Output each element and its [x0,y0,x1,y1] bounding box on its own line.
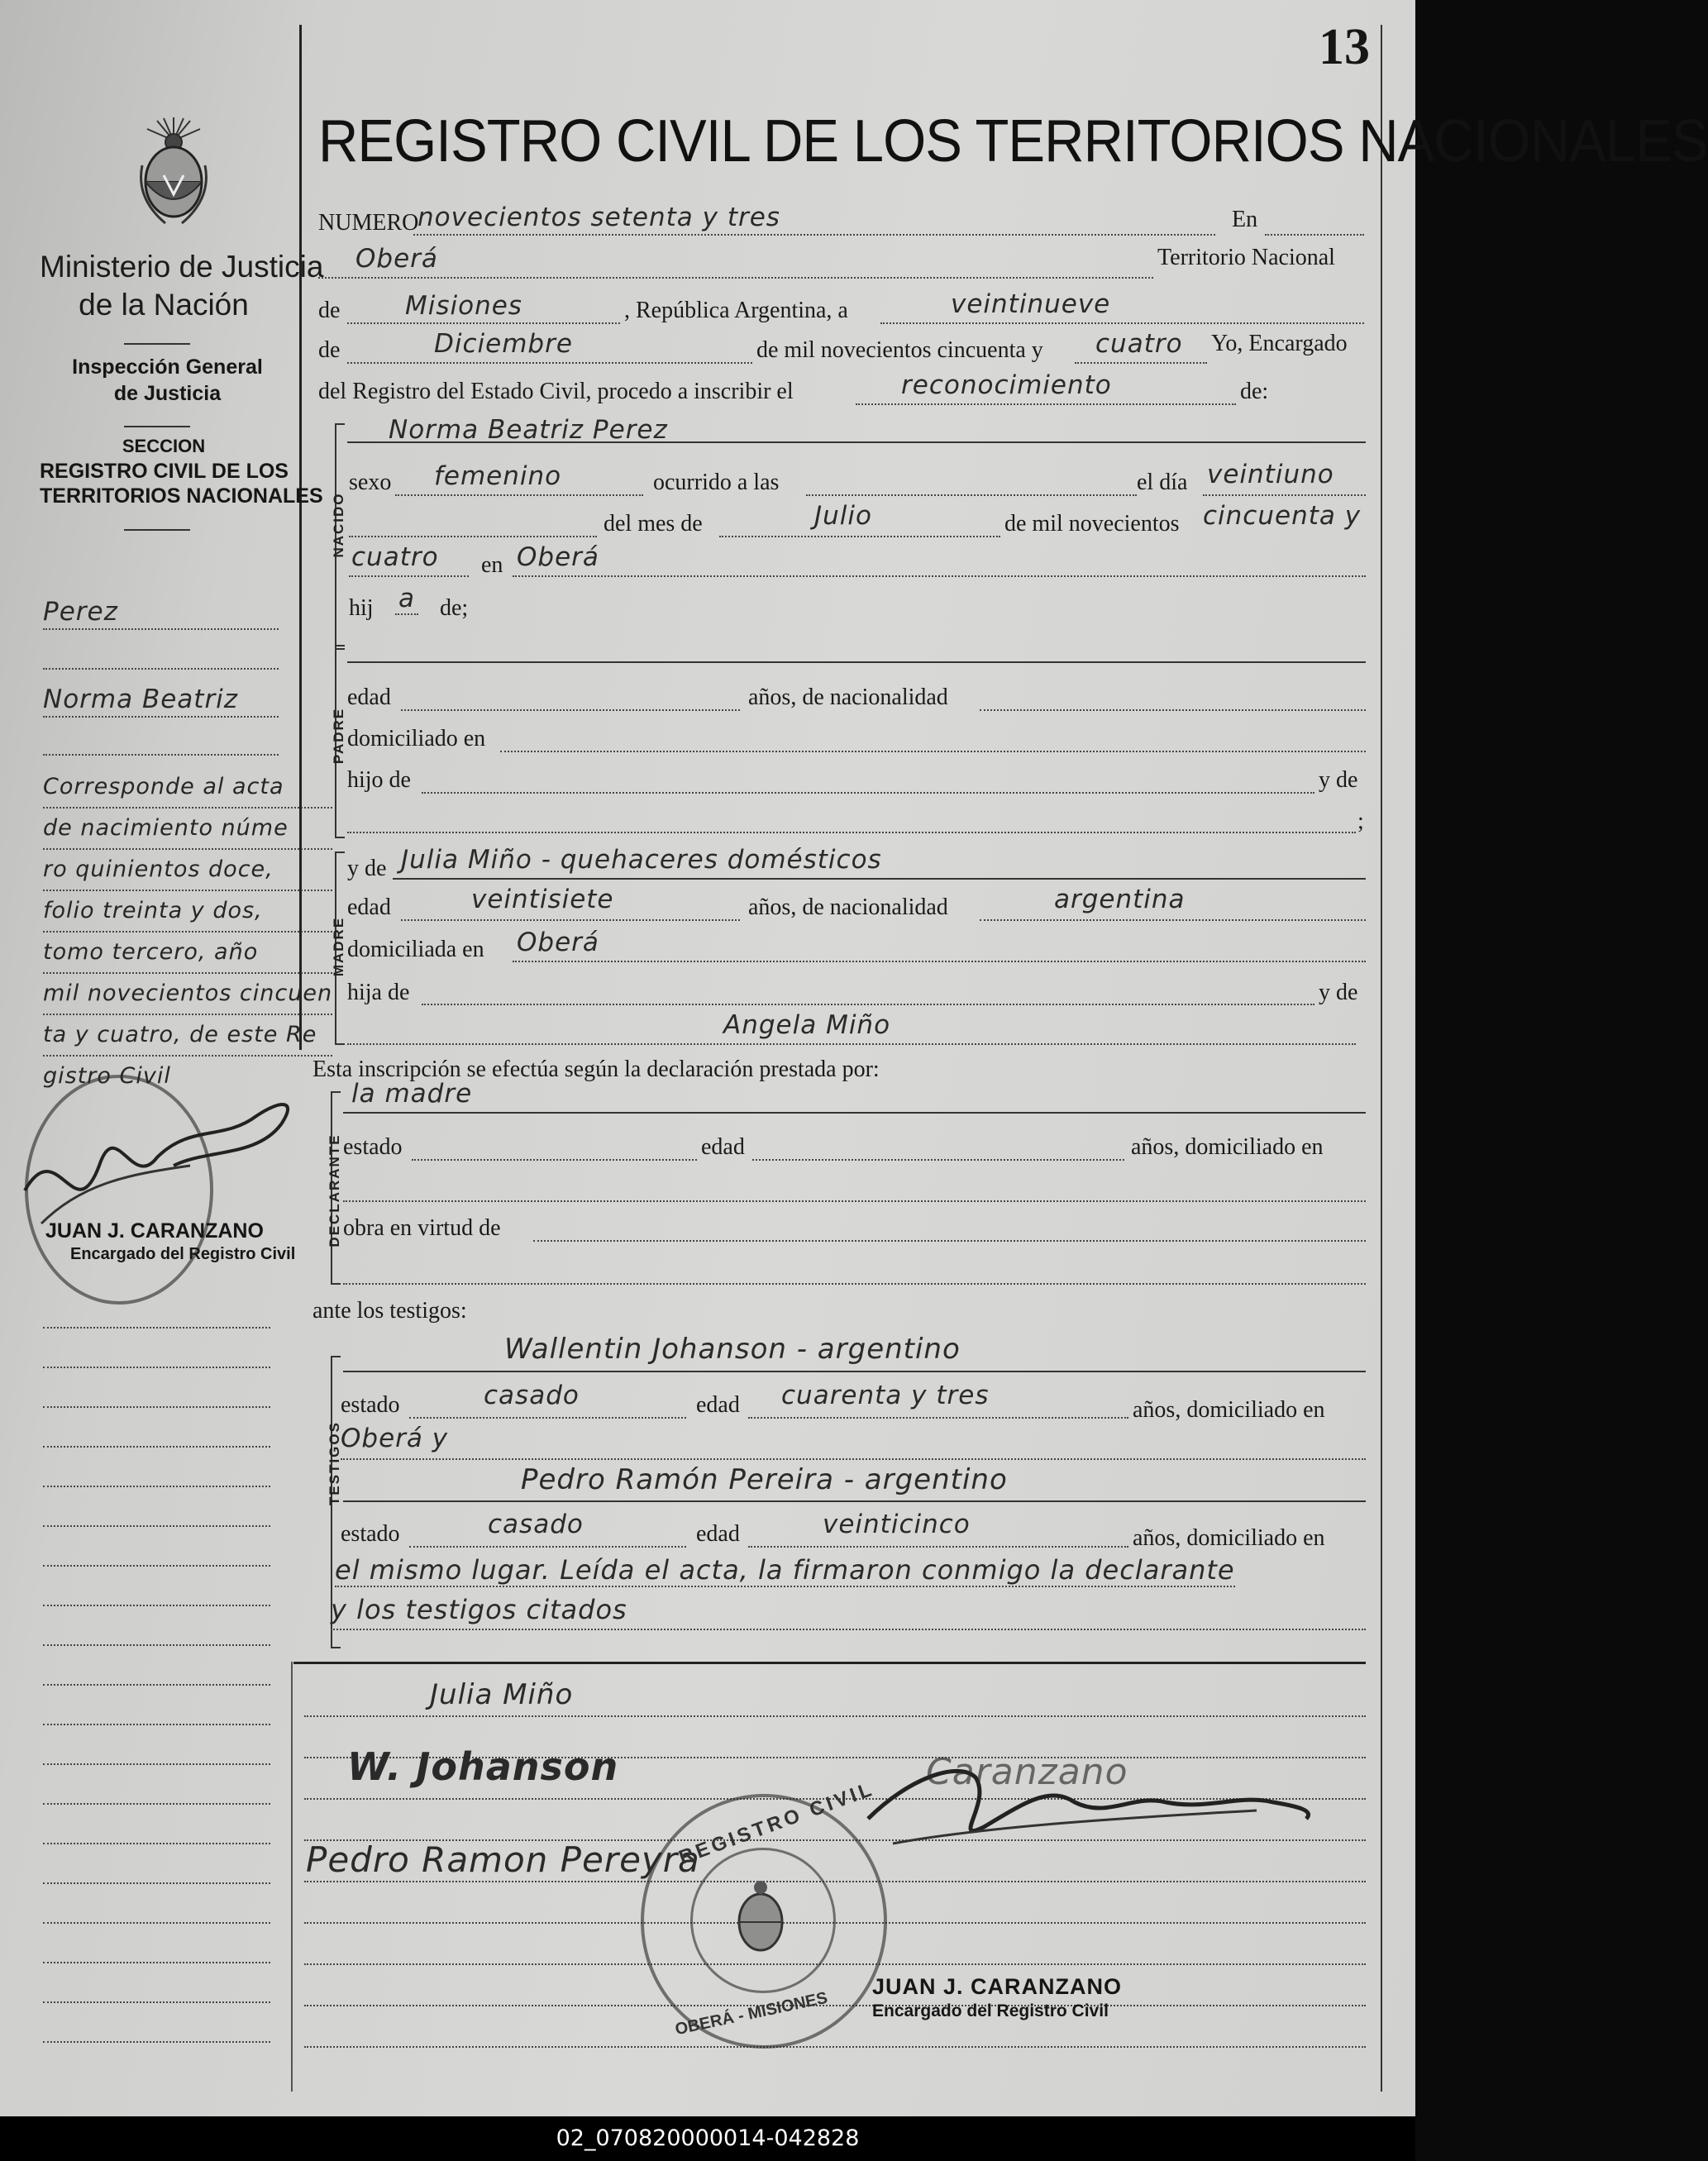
seal-bottom-text: OBERÁ - MISIONES [673,1988,829,2039]
sidebar-ruled-line [43,1922,270,1924]
en-label: En [1232,207,1258,232]
closing-line-2: y los testigos citados [331,1594,627,1625]
sidebar-rule-2 [124,426,190,427]
note-line: de nacimiento núme [43,809,332,850]
madre-y-de-label: y de [347,856,387,881]
declarante-value-line [343,1112,1366,1114]
section-line-2: REGISTRO CIVIL DE LOS [40,460,289,483]
sidebar-ruled-line [43,1763,270,1765]
ocurrido-label: ocurrido a las [653,470,780,495]
madre-hija-line [422,1004,1314,1005]
note-line: tomo tercero, año [43,933,332,974]
note-line: ro quinientos doce, [43,850,332,891]
sidebar-ruled-line [43,1882,270,1884]
sidebar-ruled-line [43,2001,270,2003]
sidebar-line [43,668,279,670]
act-line [856,403,1236,405]
madre-edad-label: edad [347,894,391,920]
en-line-2 [513,575,1366,577]
day-value: veintinueve [951,289,1111,319]
signature-ruled-line [304,2046,1366,2048]
madre-anios-label: años, de nacionalidad [748,894,948,920]
numero-line [413,234,1215,236]
madre-nacionalidad-value: argentina [1054,885,1186,914]
testigos-intro: ante los testigos: [312,1298,467,1324]
mes-line [719,536,1000,537]
edad1-value: cuarenta y tres [781,1381,990,1410]
sidebar-ruled-line [43,1367,270,1368]
sidebar-officer-name: JUAN J. CARANZANO [45,1219,264,1243]
witness1-line [343,1371,1366,1372]
declarante-edad-line [752,1159,1124,1161]
witness2-name: Pedro Ramón Pereira - argentino [521,1463,1008,1496]
hij-value: a [395,584,418,615]
inspection-line-1: Inspección General [72,355,263,379]
signature-separator [293,1662,1366,1664]
padre-yde-line [347,832,1356,833]
sidebar-officer-block [45,1219,295,1266]
month-line [347,362,752,364]
padre-nac-line [980,709,1366,711]
estado1-value: casado [484,1381,580,1410]
el-dia-line [1203,494,1366,496]
month-value: Diciembre [434,329,573,359]
ministry-line-2: de la Nación [79,288,249,322]
witness1-name: Wallentin Johanson - argentino [504,1333,961,1366]
sidebar-line [43,628,279,630]
sidebar-ruled-line [43,1406,270,1408]
estado1-label: estado [341,1392,400,1418]
madre-edad-line [401,919,740,921]
lower-divider [291,1662,293,2092]
de-label: de [318,298,341,323]
declarante-intro: Esta inscripción se efectúa según la declaración prestada por: [312,1057,880,1082]
madre-y-de2-label: y de [1319,980,1358,1005]
estado1-line [409,1417,686,1419]
edad2-line [748,1546,1128,1548]
padre-side-label: PADRE [331,707,346,765]
madre-nac-line [980,919,1366,921]
sidebar-ruled-line [43,1486,270,1487]
madre-mother-value: Angela Miño [723,1010,891,1040]
year2-line [349,575,469,577]
sidebar-ruled-line [43,1525,270,1527]
officer-signature-icon [860,1728,1323,1860]
padre-end-mark: ; [1357,809,1364,834]
ministry-line-1: Ministerio de Justicia [40,250,324,284]
sidebar-ruled-line [43,1446,270,1448]
line3-label: del Registro del Estado Civil, procedo a inscribir el [318,379,794,404]
closing-line-2-dots [331,1629,1366,1630]
mes-label: del mes de [604,511,703,537]
sidebar-rule [124,343,190,345]
edad2-label: edad [696,1521,740,1547]
hij-label: hij [349,595,374,621]
madre-name-value: Julia Miño - quehaceres domésticos [401,845,882,875]
place-line [318,277,1153,279]
edad1-line [748,1417,1128,1419]
signature-ruled-line [304,1715,1366,1717]
nacido-de-label: de; [440,595,469,621]
madre-domicilio-line [513,961,1366,962]
note-line: mil novecientos cincuen [43,974,332,1015]
seal-text: REGISTRO CIVIL [675,1777,878,1869]
padre-domicilio-label: domiciliado en [347,726,486,751]
nacido-year-value-2: cuatro [351,542,439,572]
nacido-year-label: de mil novecientos [1004,511,1180,537]
nacido-year-value-1: cincuenta y [1203,501,1362,531]
sidebar-ruled-line [43,1565,270,1567]
mes-value: Julio [814,501,872,531]
madre-domicilio-label: domiciliada en [347,937,484,962]
note-line: Corresponde al acta [43,767,332,809]
right-border [1381,25,1382,2092]
officer-title: Encargado del Registro Civil [872,2001,1109,2020]
numero-label: NUMERO [318,210,419,236]
witness2-line [343,1500,1366,1502]
nacido-place-value: Oberá [517,542,599,572]
note-line: gistro Civil [43,1063,171,1089]
section-heading [40,434,323,508]
place-value: Oberá [355,244,438,274]
note-line: ta y cuatro, de este Re [43,1015,332,1057]
section-line-1: SECCION [122,436,206,456]
sidebar-line [43,716,279,718]
note-line: folio treinta y dos, [43,891,332,933]
madre-hija-label: hija de [347,980,410,1005]
declarante-obra-line-2 [343,1283,1366,1285]
estado2-label: estado [341,1521,400,1547]
dom1-value: Oberá y [341,1424,449,1453]
sexo-value: femenino [434,461,562,491]
sidebar-ruled-line [43,1684,270,1686]
de2-label: de [318,337,341,363]
sidebar-line [43,754,279,756]
declarante-value: la madre [351,1079,473,1109]
madre-mother-line [347,1043,1356,1045]
sidebar-officer-title: Encargado del Registro Civil [70,1245,296,1263]
dom1-line [341,1458,1366,1460]
yo-label: Yo, Encargado [1211,331,1348,356]
sidebar-ruled-line [43,1327,270,1329]
signature-1: Julia Miño [430,1678,574,1711]
coat-of-arms-icon [132,116,215,231]
nacido-side-label: NACIDO [331,492,346,558]
page-number: 13 [1319,19,1370,75]
anios1-label: años, domiciliado en [1133,1397,1325,1423]
sidebar-ruled-line [43,1803,270,1805]
declarante-dom-line [343,1200,1366,1202]
ministry-heading [40,248,324,324]
declarante-anios-label: años, domiciliado en [1131,1134,1324,1160]
year-line [1075,362,1207,364]
declarante-obra-line [533,1240,1366,1242]
sidebar-ruled-line [43,1962,270,1963]
estado2-line [409,1546,686,1548]
signature-2: W. Johanson [347,1744,619,1789]
sidebar-signature-icon [8,1066,306,1232]
sidebar-ruled-line [43,1724,270,1725]
declarante-estado-line [412,1159,697,1161]
madre-domicilio-value: Oberá [517,928,599,957]
padre-y-de-label: y de [1319,767,1358,793]
el-dia-label: el día [1137,470,1188,495]
signature-3: Pedro Ramon Pereyra [306,1839,700,1880]
en-label-2: en [481,552,503,578]
sidebar-ruled-line [43,1605,270,1606]
madre-edad-value: veintisiete [471,885,614,914]
hora-line [349,536,597,537]
sidebar-rule-3 [124,529,190,531]
scan-id-footer: 02_070820000014-042828 [0,2116,1415,2161]
officer-signature-text: Caranzano [926,1751,1128,1793]
testigos-side-label: TESTIGOS [327,1421,342,1505]
padre-domicilio-line [500,751,1366,752]
officer-name: JUAN J. CARANZANO [872,1974,1123,1999]
edad1-label: edad [696,1392,740,1418]
de3-label: de: [1240,379,1269,404]
numero-value: novecientos setenta y tres [417,203,780,232]
officer-block [872,1974,1122,2024]
sidebar-given-names: Norma Beatriz [43,685,239,714]
inspection-line-2: de Justicia [113,382,222,405]
declarante-edad-label: edad [701,1134,745,1160]
edad2-value: veinticinco [823,1510,971,1539]
republica-label: , República Argentina, a [624,298,848,323]
padre-top-rule [347,661,1366,663]
nacido-day-value: veintiuno [1207,460,1334,489]
day-line [880,322,1364,324]
nacido-name: Norma Beatriz Perez [389,415,668,445]
year-value: cuatro [1095,329,1183,359]
closing-line-1: el mismo lugar. Leída el acta, la firmaron conmigo la declarante [335,1554,1235,1586]
declarante-side-label: DECLARANTE [327,1133,342,1247]
madre-side-label: MADRE [331,916,346,977]
sidebar-surname: Perez [43,597,118,627]
madre-name-line [393,878,1366,880]
padre-hijo-label: hijo de [347,767,411,793]
declarante-obra-label: obra en virtud de [343,1215,501,1241]
territory-value: Misiones [405,291,522,321]
estado2-value: casado [488,1510,584,1539]
section-line-3: TERRITORIOS NACIONALES [40,484,323,508]
inspection-heading [50,354,285,407]
ocurrido-line [806,494,1137,496]
padre-edad-label: edad [347,685,391,710]
sexo-label: sexo [349,470,392,495]
page-title: REGISTRO CIVIL DE LOS TERRITORIOS NACIONALES [318,108,1708,174]
year-label: de mil novecientos cincuenta y [756,337,1043,363]
seal-coat-of-arms-icon [728,1872,794,1963]
anios2-label: años, domiciliado en [1133,1525,1325,1551]
sexo-line [395,494,643,496]
sidebar-ruled-line [43,2041,270,2043]
padre-anios-label: años, de nacionalidad [748,685,948,710]
en-line [1265,234,1364,236]
sidebar-ruled-line [43,1843,270,1844]
declarante-estado-label: estado [343,1134,403,1160]
sidebar-ruled-line [43,1644,270,1646]
act-value: reconocimiento [901,370,1112,400]
sidebar-note [43,767,332,1096]
territory-line [347,322,620,324]
padre-edad-line [401,709,740,711]
padre-hijo-line [422,792,1314,794]
territorio-label: Territorio Nacional [1157,245,1335,270]
